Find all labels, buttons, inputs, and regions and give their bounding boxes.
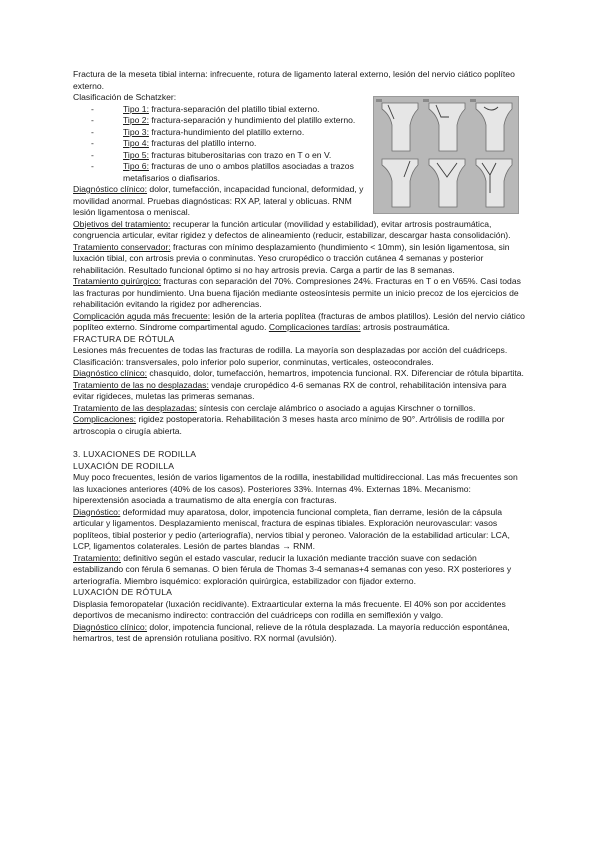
knee-dislocation-heading: LUXACIÓN DE RODILLA: [73, 460, 175, 471]
tibial-objectives-paragraph: Objetivos del tratamiento: recuperar la función articular (movilidad y estabilidad), evitar artrosis postraumática, congruencia articular, evitar rigidez y defectos de alineamiento (reducir, estabilizar, descargar hasta consolidación).: [73, 218, 511, 240]
schatzker-list: [73, 104, 361, 185]
patella-dislocation-heading: LUXACIÓN DE RÓTULA: [73, 587, 173, 597]
section-spacer: [73, 437, 529, 449]
list-item: - Tipo 2: fractura-separación y hundimiento del platillo externo.: [91, 115, 361, 127]
rotula-fracture-heading: FRACTURA DE RÓTULA: [73, 333, 175, 344]
rotula-intro-paragraph: Lesiones más frecuentes de todas las fracturas de rodilla. La mayoría son desplazadas por acción del cuádriceps.: [73, 345, 508, 355]
schatzker-title: Clasificación de Schatzker:: [73, 92, 177, 102]
rotula-diagnosis-paragraph: Diagnóstico clínico: chasquido, dolor, tumefacción, hemartros, impotencia funcional. RX. Diferenciar de rótula bipartita.: [73, 368, 524, 378]
knee-dislocation-intro: Muy poco frecuentes, lesión de varios ligamentos de la rodilla, inestabilidad multidireccional. Las más frecuentes son las luxaciones anteriores (40% de los casos). Posteriores 33%. Internas 4%. Externas 18%. Mecanismo: hiperextensión asociada a traumatismo de alta energía con fracturas.: [73, 472, 518, 505]
list-item: - Tipo 3: fractura-hundimiento del platillo externo.: [91, 127, 361, 139]
rotula-displaced-paragraph: Tratamiento de las desplazadas: síntesis con cerclaje alámbrico o asociado a agujas Kirschner o tornillos.: [73, 402, 476, 413]
list-item: - Tipo 6: fracturas de uno o ambos platillos asociadas a trazos metafisarios o diafisarios.: [91, 161, 361, 184]
rotula-nondisplaced-paragraph: Tratamiento de las no desplazadas: vendaje cruropédico 4-6 semanas RX de control, rehabilitación intensiva para evitar rigideces, muletas las primeras semanas.: [73, 379, 507, 401]
knee-dislocation-diagnosis: Diagnóstico: deformidad muy aparatosa, dolor, impotencia funcional completa, fian derrame, lesión de la cápsula articular y ligamentos. Desplazamiento meniscal, fractura de espinas tibiales. Exploración neurovascular: vasos poplíteos, tibial posterior y pedio (arteriografía), nervios tibial y peroneo. Valoración de la estabilidad articular: LCA, LCP, ligamentos colaterales. Lesión de partes blandas → RNM.: [73, 506, 510, 551]
section3-heading: 3. LUXACIONES DE RODILLA: [73, 449, 197, 459]
rotula-complications-paragraph: Complicaciones: rigidez postoperatoria. Rehabilitación 3 meses hasta arco mínimo de 90°. Artrólisis de rodilla por artroscopia o cirugía abierta.: [73, 414, 505, 436]
document-body: [73, 69, 529, 645]
knee-dislocation-treatment: Tratamiento: definitivo según el estado vascular, reducir la luxación mediante tracción suave con sedación estabilizando con férula 6 semanas. O bien férula de Thomas 3-4 semanas+4 semanas con yeso. RX posteriores y arteriografía. Miembro isquémico: exploración quirúrgica, estabilizador con fijador externo.: [73, 552, 512, 586]
tibial-diagnosis-paragraph: Diagnóstico clínico: dolor, tumefacción, incapacidad funcional, deformidad, y movilidad anormal. Pruebas diagnósticas: RX AP, lateral y oblicuas. RNM lesión ligamentosa o meniscal.: [73, 184, 364, 217]
tibial-surgical-paragraph: Tratamiento quirúrgico: fracturas con separación del 70%. Compresiones 24%. Fracturas en T o en V65%. Casi todas las fracturas por hundimiento. Una buena fijación mediante osteosíntesis permite un inicio precoz de los ejercicios de rehabilitación evitando la rigidez por adherencias.: [73, 276, 521, 309]
patella-dislocation-diagnosis: Diagnóstico clínico: dolor, impotencia funcional, relieve de la rótula desplazada. La mayoría reducción espontánea, hemartros, test de aprensión rotuliana positivo. RX normal (avulsión).: [73, 621, 510, 643]
rotula-classification-paragraph: Clasificación: transversales, polo inferior polo superior, conminutas, verticales, osteocondrales.: [73, 356, 434, 367]
tibial-complications-paragraph: Complicación aguda más frecuente: lesión de la arteria poplítea (fracturas de ambos platillos). Lesión del nervio ciático poplíteo externo. Síndrome compartimental agudo. Complicaciones tardías: artrosis postraumática.: [73, 310, 525, 332]
list-item: - Tipo 5: fracturas bituberositarias con trazo en T o en V.: [91, 150, 361, 162]
tibial-conservative-paragraph: Tratamiento conservador: fracturas con mínimo desplazamiento (hundimiento < 10mm), sin lesión ligamentosa, sin luxación tibial, con artrosis previa o conminutas. Yeso cruropédico o tracción cutánea 4 semanas y posterior rehabilitación. Resultado funcional óptimo si no hay artrosis previa. Carga a partir de las 8 semanas.: [73, 241, 510, 275]
tibial-intro-paragraph: Fractura de la meseta tibial interna: infrecuente, rotura de ligamento lateral externo, lesión del nervio ciático poplíteo externo.: [73, 69, 515, 91]
list-item: - Tipo 4: fracturas del platillo interno.: [91, 138, 361, 150]
list-item: - Tipo 1: fractura-separación del platillo tibial externo.: [91, 104, 361, 116]
patella-dislocation-intro: Displasia femoropatelar (luxación recidivante). Extraarticular externa la más frecuente. El 40% son por accidentes deportivos de mecanismo indirecto: contracción del cuádriceps con rodilla en semiflexión y valgo.: [73, 598, 506, 620]
